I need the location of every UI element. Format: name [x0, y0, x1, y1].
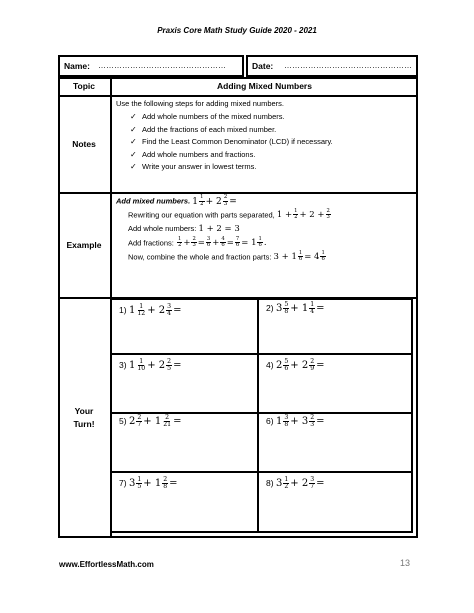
problem-2: 2) 3 $\frac{5}{8}$ + 1 $\frac{1}{4}$ = — [266, 301, 325, 316]
notes-step: ✓ Find the Least Common Denominator (LCD) if necessary. — [130, 137, 333, 147]
footer-site-link[interactable]: www.EffortlessMath.com — [59, 560, 154, 569]
date-label: Date: — [252, 61, 274, 71]
name-box — [58, 55, 244, 77]
topic-label: Topic — [72, 81, 96, 91]
example-content — [116, 195, 414, 263]
example-line-whole: Add whole numbers: 1 + 2 = 3 — [128, 223, 240, 234]
date-box — [246, 55, 418, 77]
check-icon: ✓ — [130, 124, 137, 134]
topic-value: Adding Mixed Numbers — [217, 81, 312, 91]
example-line-fractions: Add fractions: $\frac{1}{2}$ + $\frac{2}{3}$ = $\frac{3}{6}$ + $\frac{4}{6}$ = $\frac{7}{6}$ = 1 $\frac{1}{6}$ . — [128, 235, 267, 248]
row-divider — [58, 192, 418, 194]
row-divider — [58, 95, 418, 97]
problem-5: 5) 2 $\frac{2}{7}$ + 1 $\frac{2}{21}$ = — [119, 414, 182, 429]
notes-label: Notes — [72, 139, 96, 149]
notes-steps-list — [116, 112, 414, 172]
check-icon: ✓ — [130, 162, 137, 172]
your-turn-label: Your Turn! — [73, 406, 95, 429]
page-header-title: Praxis Core Math Study Guide 2020 - 2021 — [157, 26, 317, 35]
problem-4: 4) 2 $\frac{5}{6}$ + 2 $\frac{2}{9}$ = — [266, 358, 325, 373]
notes-step: ✓ Write your answer in lowest terms. — [130, 162, 257, 172]
footer-page-number: 13 — [400, 558, 411, 568]
example-line-rewrite: Rewriting our equation with parts separated, 1 + $\frac{1}{2}$ + 2 + $\frac{2}{3}$ — [128, 208, 330, 221]
name-label: Name: — [64, 61, 90, 71]
notes-step: ✓ Add whole numbers of the mixed numbers. — [130, 112, 285, 122]
name-dots[interactable]: ………………………………………… — [98, 61, 226, 70]
notes-intro: Use the following steps for adding mixed numbers. — [116, 99, 285, 108]
notes-content — [116, 99, 414, 175]
problem-1: 1) 1 $\frac{1}{12}$ + 2 $\frac{3}{4}$ = — [119, 303, 182, 318]
notes-step: ✓ Add whole numbers and fractions. — [130, 149, 256, 159]
check-icon: ✓ — [130, 149, 137, 159]
check-icon: ✓ — [130, 137, 137, 147]
example-label: Example — [66, 240, 102, 250]
problem-3: 3) 1 $\frac{1}{10}$ + 2 $\frac{2}{5}$ = — [119, 358, 182, 373]
date-dots[interactable]: ………………………………………… — [284, 61, 412, 70]
problem-7: 7) 3 $\frac{1}{5}$ + 1 $\frac{2}{8}$ = — [119, 476, 178, 491]
example-title-line: Add mixed numbers. 1 $\frac{1}{2}$ + 2 $\frac{2}{3}$ = — [116, 194, 237, 207]
notes-step: ✓ Add the fractions of each mixed number. — [130, 124, 277, 134]
example-line-combine: Now, combine the whole and fraction parts: 3 + 1 $\frac{1}{6}$ = 4 $\frac{1}{6}$ — [128, 250, 325, 263]
problem-6: 6) 1 $\frac{3}{8}$ + 3 $\frac{2}{3}$ = — [266, 414, 325, 429]
problem-8: 8) 3 $\frac{1}{2}$ + 2 $\frac{3}{7}$ = — [266, 476, 325, 491]
check-icon: ✓ — [130, 112, 137, 122]
